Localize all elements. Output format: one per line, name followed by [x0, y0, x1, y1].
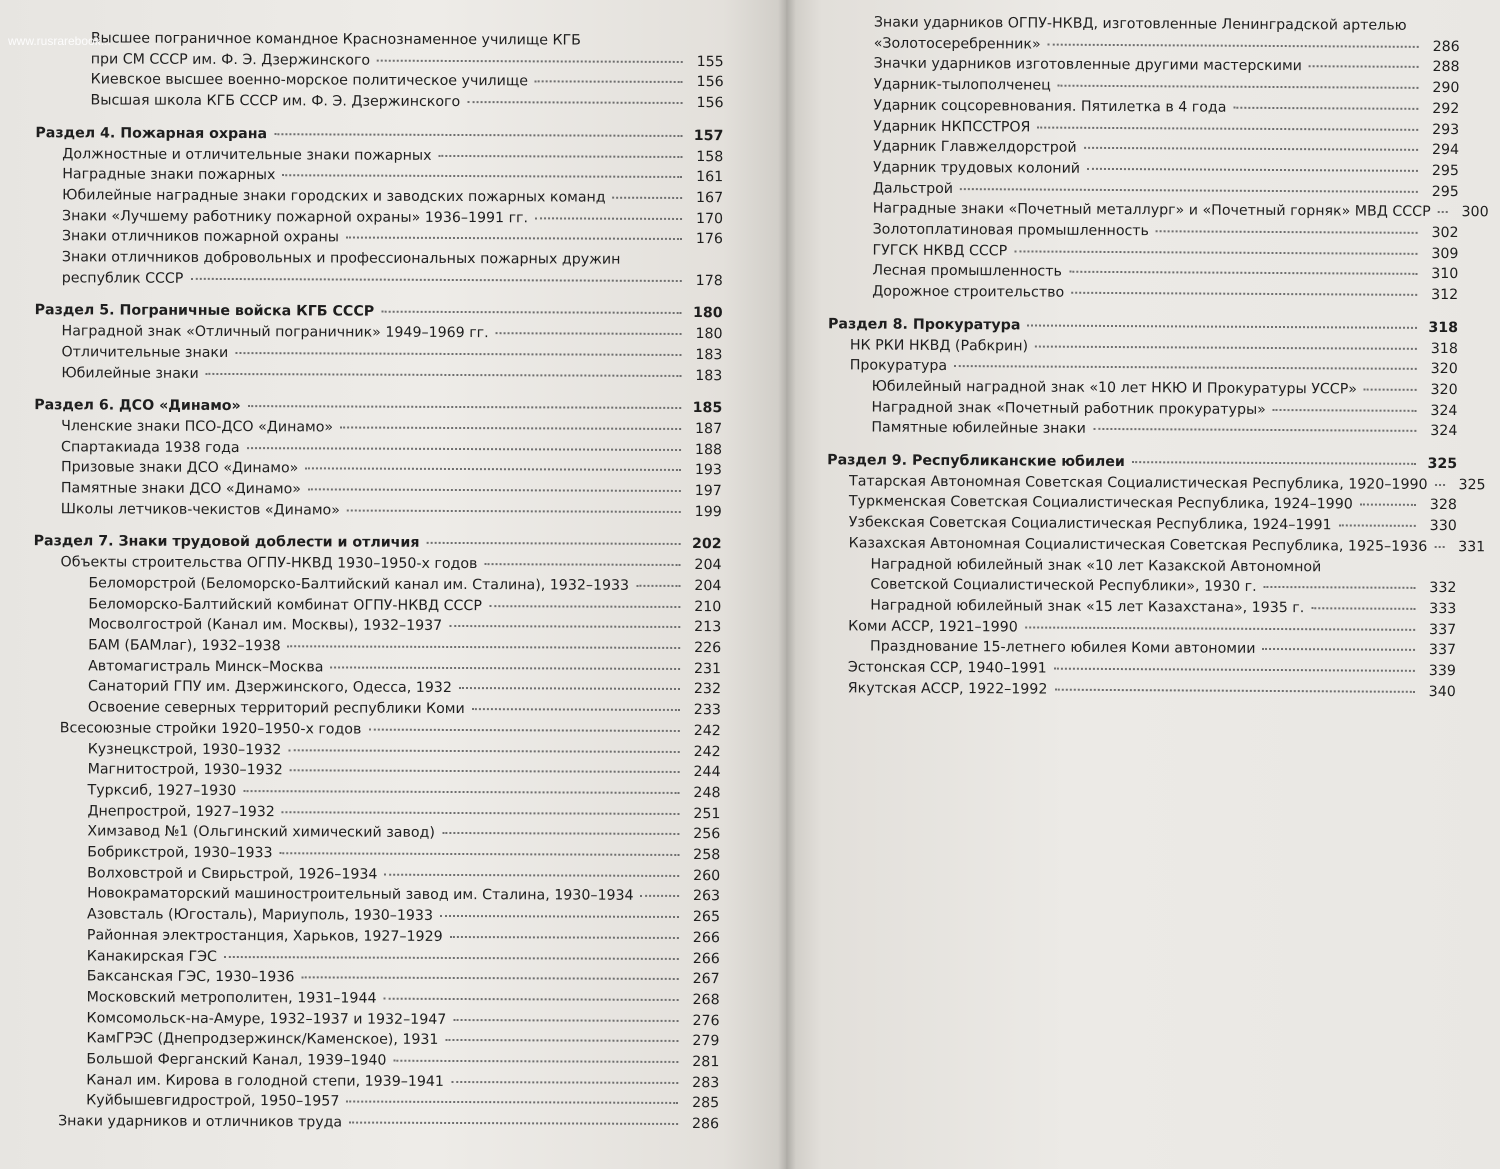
toc-page-number: 295: [1431, 162, 1460, 180]
toc-entry: [34, 363, 722, 387]
toc-dot-leader: [472, 708, 680, 711]
toc-entry-title: Магнитострой, 1930–1932: [87, 761, 283, 779]
toc-dot-leader: [636, 585, 680, 587]
toc-dot-leader: [613, 197, 683, 199]
toc-entry-title: Раздел 4. Пожарная охрана: [35, 124, 268, 142]
toc-dot-leader: [393, 1060, 678, 1063]
toc-entry-title: Районная электростанция, Харьков, 1927–1929: [86, 927, 443, 945]
toc-entry-title: Беломорско-Балтийский комбинат ОГПУ-НКВД СССР: [88, 595, 482, 614]
toc-entry-title: Ударник-тылополченец: [873, 76, 1051, 94]
toc-entry-title: Автомагистраль Минск–Москва: [88, 658, 324, 676]
toc-page-number: 310: [1431, 266, 1459, 283]
toc-entry: [32, 801, 720, 825]
toc-entry-title: Школы летчиков-чекистов «Динамо»: [60, 501, 340, 519]
toc-entry-title: Московский метрополитен, 1931–1944: [86, 989, 377, 1007]
toc-dot-leader: [243, 790, 679, 794]
toc-page-number: 332: [1429, 580, 1457, 597]
toc-dot-leader: [1025, 626, 1415, 630]
toc-page-number: 340: [1428, 683, 1456, 700]
toc-dot-leader: [1233, 107, 1418, 110]
toc-dot-leader: [1262, 648, 1415, 651]
toc-entry-title: Объекты строительства ОГПУ-НКВД 1930–1950-х годов: [60, 554, 478, 573]
toc-page-number: 183: [695, 346, 723, 363]
toc-entry: [33, 635, 721, 659]
toc-dot-leader: [1132, 461, 1416, 465]
toc-entry-title: Азовсталь (Югосталь), Мариуполь, 1930–1933: [86, 906, 434, 925]
toc-page-number: 258: [693, 847, 721, 864]
toc-page-number: 324: [1430, 423, 1458, 440]
toc-dot-leader: [954, 365, 1417, 370]
toc-entry: [32, 884, 720, 908]
toc-dot-leader: [1438, 211, 1448, 213]
toc-entry-title: республик СССР: [61, 270, 184, 287]
toc-entry: [35, 144, 723, 168]
toc-dot-leader: [224, 956, 679, 960]
toc-dot-leader: [1360, 504, 1416, 506]
toc-page-number: 251: [693, 805, 721, 822]
toc-page-number: 193: [694, 462, 722, 479]
toc-entry: [31, 1091, 719, 1115]
toc-entry: [34, 552, 722, 576]
toc-dot-leader: [1037, 126, 1418, 130]
toc-dot-leader: [301, 977, 678, 981]
toc-entry-title: Коми АССР, 1921–1990: [848, 618, 1018, 636]
toc-page-number: 155: [696, 53, 724, 70]
toc-page-number: 290: [1432, 80, 1460, 97]
toc-page-number: 337: [1428, 642, 1457, 659]
toc-page-number: 170: [695, 210, 724, 227]
toc-entry-title: Прокуратура: [849, 357, 948, 375]
toc-page-number: 300: [1461, 204, 1489, 221]
toc-entry-title: Членские знаки ПСО-ДСО «Динамо»: [61, 418, 334, 436]
toc-dot-leader: [368, 728, 679, 731]
toc-dot-leader: [206, 372, 682, 376]
toc-page-number: 333: [1429, 600, 1457, 618]
toc-entry-title: Татарская Автономная Советская Социалистическая Республика, 1920–1990: [849, 473, 1428, 493]
toc-page-number: 242: [693, 722, 721, 739]
toc-dot-leader: [330, 666, 680, 670]
toc-page-number: 157: [693, 127, 724, 144]
toc-entry-title: Наградной знак «Отличный пограничник» 1949–1969 гг.: [61, 323, 489, 342]
toc-entry-title: Знаки ударников ОГПУ-НКВД, изготовленные Ленинградской артелью: [873, 14, 1407, 34]
toc-page-number: 242: [693, 743, 721, 760]
toc-entry-title: Ударник трудовых колоний: [872, 159, 1081, 177]
toc-entry: [35, 321, 723, 345]
toc-page-number: 226: [694, 640, 722, 657]
toc-entry: [34, 458, 722, 482]
toc-entry: [31, 1049, 719, 1073]
toc-dot-leader: [1311, 607, 1415, 610]
toc-dot-leader: [1027, 324, 1417, 328]
toc-entry: [826, 678, 1456, 703]
toc-page-number: 292: [1432, 100, 1460, 117]
toc-dot-leader: [484, 563, 680, 566]
toc-page-number: 325: [1427, 455, 1458, 473]
toc-dot-leader: [290, 769, 680, 773]
toc-page-number: 158: [696, 148, 724, 165]
toc-page-number: 283: [692, 1074, 720, 1091]
toc-page-number: 339: [1428, 663, 1456, 680]
toc-entry: [33, 739, 721, 763]
toc-page-number: 180: [692, 305, 723, 322]
toc-dot-leader: [459, 687, 680, 690]
toc-page-number: 210: [694, 598, 722, 615]
toc-entry-title: Дальстрой: [872, 180, 954, 197]
toc-entry-title: Освоение северных территорий республики Коми: [87, 699, 465, 718]
toc-entry: [34, 437, 722, 461]
toc-dot-leader: [641, 895, 680, 897]
toc-entry: [36, 49, 724, 73]
toc-entry: [32, 966, 720, 990]
toc-entry-title: Бобрикстрой, 1930–1933: [87, 844, 273, 862]
toc-entry-title: Отличительные знаки: [61, 344, 229, 361]
toc-page-number: 318: [1428, 319, 1459, 336]
toc-dot-leader: [346, 1101, 678, 1104]
toc-page-number: 167: [696, 189, 724, 207]
toc-entry: [33, 614, 721, 638]
toc-dot-leader: [1435, 484, 1445, 486]
toc-entry-title: Раздел 5. Пограничные войска КГБ СССР: [34, 302, 375, 321]
toc-section-heading: [34, 395, 722, 419]
toc-entry: [33, 780, 721, 804]
toc-entry-title: Беломорстрой (Беломорско-Балтийский канал им. Сталина), 1932–1933: [88, 575, 630, 594]
toc-entry-title: Баксанская ГЭС, 1930–1936: [86, 968, 295, 986]
toc-entry: [36, 90, 724, 114]
toc-dot-leader: [1364, 388, 1417, 390]
toc-page-number: 324: [1430, 402, 1458, 419]
toc-entry-title: Раздел 7. Знаки трудовой доблести и отличия: [33, 533, 420, 552]
toc-entry: [35, 164, 723, 188]
toc-entry-title: Должностные и отличительные знаки пожарных: [62, 145, 432, 164]
toc-entry-title: Призовые знаки ДСО «Динамо»: [60, 459, 299, 477]
toc-entry-title: Ударник НКПССТРОЯ: [873, 118, 1031, 136]
toc-dot-leader: [440, 915, 679, 918]
watermark: www.rusrarebook...: [8, 34, 111, 48]
toc-entry: [33, 759, 721, 783]
toc-entry-title: Высшая школа КГБ СССР им. Ф. Э. Дзержинского: [90, 92, 461, 111]
toc-page-number: 325: [1458, 476, 1486, 494]
toc-page-number: 266: [692, 929, 720, 946]
toc-entry: [828, 281, 1458, 306]
toc-page-number: 276: [692, 1012, 720, 1029]
toc-page-number: 294: [1431, 142, 1460, 159]
toc-dot-leader: [282, 174, 682, 178]
toc-page-number: 185: [692, 400, 723, 417]
toc-entry-title: Большой Ферганский Канал, 1939–1940: [86, 1051, 387, 1069]
toc-page-number: 256: [693, 826, 721, 843]
toc-entry-title: Волховстрой и Свирьстрой, 1926–1934: [87, 865, 378, 883]
toc-dot-leader: [442, 832, 679, 835]
toc-entry: [32, 842, 720, 866]
toc-entry: [36, 28, 724, 52]
book-gutter: [778, 0, 796, 1169]
toc-dot-leader: [274, 133, 682, 137]
toc-dot-leader: [960, 188, 1418, 193]
toc-dot-leader: [381, 311, 681, 314]
toc-entry-title: Ударник Главжелдорстрой: [873, 138, 1077, 156]
toc-dot-leader: [1264, 586, 1416, 589]
toc-entry-title: Раздел 8. Прокуратура: [827, 316, 1021, 334]
toc-dot-leader: [449, 625, 680, 628]
toc-entry: [34, 478, 722, 502]
toc-entry: [35, 206, 723, 230]
toc-entry: [32, 904, 720, 928]
toc-dot-leader: [288, 749, 679, 753]
toc-page-number: 260: [693, 867, 721, 884]
toc-entry-title: Советской Социалистической Республики», 1930 г.: [870, 576, 1257, 596]
toc-entry-title: Мосволгострой (Канал им. Москвы), 1932–1937: [88, 616, 443, 635]
toc-entry: [31, 1111, 719, 1135]
toc-page-number: 312: [1431, 287, 1459, 304]
toc-entry: [31, 1028, 719, 1052]
toc-dot-leader: [1339, 525, 1416, 527]
toc-entry: [34, 342, 722, 366]
toc-page-number: 161: [696, 169, 724, 186]
toc-dot-leader: [288, 645, 681, 649]
toc-entry: [35, 226, 723, 250]
toc-entry-title: Канакирская ГЭС: [86, 947, 217, 965]
right-page: [786, 0, 1500, 1169]
toc-page-number: 233: [693, 702, 721, 719]
toc-page-number: 320: [1430, 381, 1458, 399]
toc-entry-title: Золотоплатиновая промышленность: [872, 221, 1150, 240]
toc-dot-leader: [1035, 345, 1417, 349]
toc-entry-title: Наградной юбилейный знак «10 лет Казакской Автономной: [870, 556, 1322, 575]
toc-entry: [36, 70, 724, 94]
toc-entry-title: Знаки «Лучшему работнику пожарной охраны» 1936–1991 гг.: [62, 207, 529, 226]
toc-entry-title: Наградные знаки пожарных: [62, 166, 276, 184]
toc-dot-leader: [1054, 688, 1414, 692]
toc-entry-title: Празднование 15-летнего юбилея Коми автономии: [870, 638, 1256, 658]
toc-dot-leader: [439, 154, 683, 157]
toc-page-number: 232: [693, 681, 722, 698]
toc-page-number: 213: [694, 619, 722, 636]
toc-entry-title: «Золотосеребренник»: [873, 35, 1041, 53]
toc-entry-title: Юбилейные знаки: [61, 364, 199, 382]
toc-page-number: 302: [1431, 224, 1459, 242]
toc-entry-title: ГУГСК НКВД СССР: [872, 242, 1008, 260]
toc-dot-leader: [340, 426, 681, 429]
toc-entry-title: Канал им. Кирова в голодной степи, 1939–1941: [86, 1072, 444, 1090]
toc-page-number: 199: [694, 503, 722, 520]
toc-dot-leader: [496, 332, 682, 335]
toc-entry: [33, 573, 721, 597]
toc-page-number: 180: [695, 326, 723, 343]
toc-entry: [31, 1070, 719, 1094]
toc-dot-leader: [384, 873, 679, 876]
toc-dot-leader: [1048, 43, 1419, 47]
toc-entry-title: Знаки отличников добровольных и профессиональных пожарных дружин: [61, 249, 621, 268]
toc-page-number: 156: [696, 74, 724, 91]
toc-page-number: 293: [1432, 121, 1460, 138]
toc-dot-leader: [1087, 168, 1418, 172]
toc-page-number: 187: [695, 420, 723, 438]
toc-entry-title: Турксиб, 1927–1930: [87, 782, 237, 799]
toc-dot-leader: [1273, 409, 1417, 412]
toc-dot-leader: [1014, 250, 1417, 254]
toc-section-heading: [35, 301, 723, 325]
toc-dot-leader: [248, 405, 681, 409]
toc-page-number: 286: [691, 1116, 720, 1133]
toc-section-heading: [35, 123, 723, 147]
toc-page-number: 285: [692, 1095, 720, 1112]
toc-dot-leader: [247, 447, 681, 451]
toc-dot-leader: [535, 217, 682, 220]
toc-page-number: 330: [1429, 518, 1457, 535]
toc-dot-leader: [535, 81, 683, 84]
toc-entry: [35, 185, 723, 209]
toc-entry-title: Раздел 6. ДСО «Динамо»: [34, 397, 241, 415]
toc-dot-leader: [1156, 230, 1418, 234]
toc-dot-leader: [1071, 292, 1417, 296]
toc-entry-title: Значки ударников изготовленные другими мастерскими: [873, 55, 1302, 75]
toc-entry-title: НК РКИ НКВД (Рабкрин): [849, 336, 1029, 355]
toc-entry-title: Якутская АССР, 1922–1992: [847, 680, 1048, 698]
toc-section-heading: [34, 532, 722, 556]
toc-entry: [34, 499, 722, 523]
toc-page-number: 178: [695, 272, 723, 289]
toc-dot-leader: [1058, 85, 1419, 89]
toc-page-number: 279: [692, 1033, 720, 1050]
toc-page-number: 204: [694, 577, 722, 595]
toc-entry: [32, 821, 720, 845]
toc-page-number: 320: [1430, 361, 1458, 378]
right-toc: [786, 0, 1500, 703]
toc-page-number: 318: [1430, 340, 1458, 357]
toc-page-number: 337: [1429, 621, 1457, 638]
toc-entry-title: Узбекская Советская Социалистическая Республика, 1924–1991: [848, 514, 1332, 534]
toc-dot-leader: [1054, 668, 1415, 672]
toc-dot-leader: [453, 1019, 678, 1022]
toc-entry-title: Ударник соцсоревнования. Пятилетка в 4 года: [873, 97, 1227, 116]
toc-page-number: 265: [692, 909, 721, 926]
toc-dot-leader: [1084, 147, 1418, 151]
toc-entry-title: Дорожное строительство: [872, 283, 1065, 301]
toc-entry: [33, 677, 721, 701]
toc-entry: [827, 418, 1457, 443]
toc-entry: [32, 863, 720, 887]
toc-entry-title: Днепрострой, 1927–1932: [87, 802, 275, 820]
toc-entry-title: Кузнецкстрой, 1930–1932: [87, 740, 282, 758]
toc-dot-leader: [235, 352, 681, 356]
toc-page-number: 268: [692, 991, 720, 1009]
toc-page-number: 231: [693, 660, 722, 677]
toc-entry: [35, 268, 723, 292]
toc-entry: [32, 1008, 720, 1032]
toc-dot-leader: [308, 488, 681, 492]
toc-page-number: 288: [1432, 59, 1460, 76]
toc-page-number: 331: [1458, 538, 1486, 556]
toc-entry: [33, 594, 721, 618]
toc-entry: [33, 718, 721, 742]
toc-entry-title: Киевское высшее военно-морское политическое училище: [90, 71, 528, 90]
toc-entry-title: Юбилейный наградной знак «10 лет НКЮ И Прокуратуры УССР»: [871, 378, 1358, 398]
toc-entry: [32, 946, 720, 970]
toc-page-number: 188: [694, 441, 723, 458]
toc-dot-leader: [489, 605, 680, 608]
toc-dot-leader: [282, 811, 680, 815]
toc-page-number: 266: [692, 950, 720, 967]
toc-page-number: 176: [695, 231, 723, 248]
toc-entry-title: Санаторий ГПУ им. Дзержинского, Одесса, 1932: [87, 678, 452, 697]
toc-entry-title: Памятные юбилейные знаки: [871, 419, 1086, 438]
toc-page-number: 263: [692, 888, 721, 905]
toc-dot-leader: [190, 278, 681, 282]
toc-page-number: 197: [694, 483, 722, 500]
toc-entry-title: Комсомольск-на-Амуре, 1932–1937 и 1932–1947: [86, 1010, 447, 1028]
toc-page-number: 204: [694, 557, 722, 574]
toc-page-number: 281: [692, 1054, 720, 1071]
toc-entry-title: Знаки ударников и отличников труда: [58, 1113, 343, 1131]
toc-dot-leader: [1093, 428, 1416, 432]
toc-entry: [32, 987, 720, 1011]
toc-entry: [34, 416, 722, 440]
toc-entry-title: Раздел 9. Республиканские юбилеи: [827, 452, 1125, 471]
toc-dot-leader: [426, 542, 680, 545]
toc-dot-leader: [451, 1081, 678, 1084]
toc-entry-title: Лесная промышленность: [872, 262, 1062, 281]
toc-page-number: 286: [1432, 38, 1460, 55]
toc-dot-leader: [445, 1039, 678, 1042]
toc-entry-title: Памятные знаки ДСО «Динамо»: [60, 480, 301, 498]
toc-dot-leader: [377, 59, 683, 62]
toc-entry-title: Юбилейные наградные знаки городских и заводских пожарных команд: [62, 187, 606, 206]
toc-dot-leader: [347, 509, 681, 512]
toc-page-number: 328: [1429, 497, 1457, 514]
toc-dot-leader: [1434, 546, 1444, 548]
toc-entry-title: Куйбышевгидрострой, 1950–1957: [86, 1092, 340, 1110]
toc-page-number: 267: [692, 971, 720, 988]
toc-entry: [33, 697, 721, 721]
toc-page-number: 202: [691, 536, 722, 553]
toc-entry: [35, 247, 723, 271]
toc-dot-leader: [280, 852, 680, 856]
toc-page-number: 295: [1431, 183, 1459, 200]
toc-dot-leader: [450, 936, 679, 939]
toc-page-number: 309: [1431, 245, 1459, 262]
toc-dot-leader: [384, 998, 679, 1001]
toc-page-number: 183: [695, 367, 723, 384]
toc-entry: [33, 656, 721, 680]
toc-entry-title: Спартакиада 1938 года: [61, 438, 240, 456]
toc-entry-title: КамГРЭС (Днепродзержинск/Каменское), 1931: [86, 1030, 439, 1049]
toc-entry-title: Новокраматорский машиностроительный завод им. Сталина, 1930–1934: [87, 885, 634, 905]
toc-dot-leader: [349, 1122, 678, 1125]
toc-entry-title: Туркменская Советская Социалистическая Республика, 1924–1990: [848, 493, 1353, 513]
toc-dot-leader: [346, 237, 682, 240]
toc-dot-leader: [305, 468, 681, 472]
toc-dot-leader: [1069, 271, 1417, 275]
toc-entry-title: Высшее пограничное командное Краснознаменное училище КГБ: [90, 30, 581, 49]
toc-dot-leader: [1309, 66, 1419, 69]
toc-entry-title: Всесоюзные стройки 1920–1950-х годов: [59, 720, 362, 738]
toc-entry: [32, 925, 720, 949]
toc-page-number: 248: [693, 784, 721, 802]
toc-entry-title: Наградной знак «Почетный работник прокуратуры»: [871, 399, 1266, 418]
toc-entry-title: Наградной юбилейный знак «15 лет Казахстана», 1935 г.: [870, 597, 1305, 617]
toc-entry-title: БАМ (БАМлаг), 1932–1938: [88, 637, 281, 655]
toc-page-number: 156: [696, 95, 724, 112]
toc-entry-title: при СМ СССР им. Ф. Э. Дзержинского: [90, 51, 371, 69]
toc-page-number: 244: [693, 764, 721, 781]
toc-dot-leader: [467, 101, 682, 104]
toc-entry-title: Казахская Автономная Социалистическая Советская Республика, 1925–1936: [848, 535, 1428, 555]
toc-entry-title: Наградные знаки «Почетный металлург» и «Почетный горняк» МВД СССР: [872, 200, 1431, 221]
toc-entry-title: Эстонская ССР, 1940–1991: [847, 659, 1047, 677]
toc-entry-title: Знаки отличников пожарной охраны: [61, 228, 339, 246]
toc-entry-title: Химзавод №1 (Ольгинский химический завод): [87, 823, 435, 842]
